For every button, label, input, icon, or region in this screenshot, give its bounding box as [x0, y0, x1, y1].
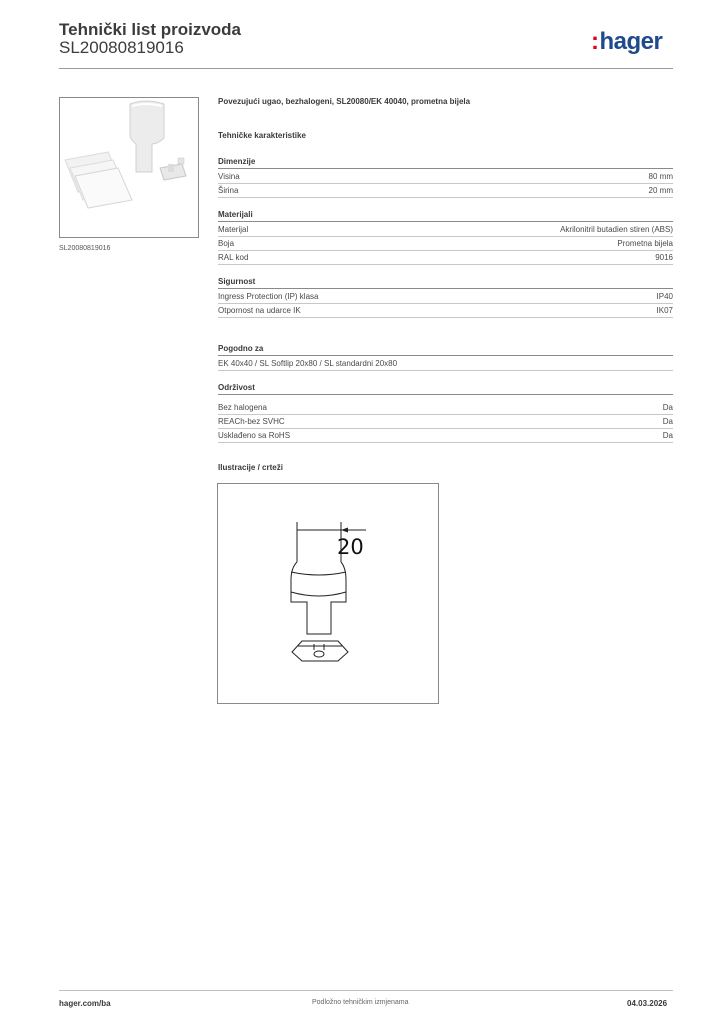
spec-value: Prometna bijela	[617, 239, 673, 248]
spec-row	[218, 357, 673, 371]
spec-row	[218, 290, 673, 304]
spec-key: Visina	[218, 172, 240, 181]
illustrations-heading: Ilustracije / crteži	[218, 463, 283, 472]
footer-website-link[interactable]: hager.com/ba	[59, 999, 111, 1008]
spec-row	[218, 237, 673, 251]
spec-key: EK 40x40 / SL Softlip 20x80 / SL standardni 20x80	[218, 359, 398, 368]
product-code: SL20080819016	[59, 38, 184, 57]
spec-key: Usklađeno sa RoHS	[218, 431, 291, 440]
spec-key: Materijal	[218, 225, 249, 234]
spec-value: 80 mm	[648, 172, 673, 181]
spec-value: 9016	[655, 253, 673, 262]
spec-value: 20 mm	[648, 186, 673, 195]
logo-dot: :	[591, 28, 599, 55]
product-photo	[60, 98, 198, 237]
spec-row	[218, 170, 673, 184]
image-caption: SL20080819016	[59, 245, 111, 252]
group-title-safety: Sigurnost	[218, 277, 673, 289]
spec-value: Da	[662, 417, 673, 426]
spec-row	[218, 223, 673, 237]
spec-key: Ingress Protection (IP) klasa	[218, 292, 319, 301]
spec-value: Akrilonitril butadien stiren (ABS)	[560, 225, 673, 234]
drawing-svg	[218, 484, 438, 703]
header-divider	[59, 68, 673, 69]
spec-value: Da	[662, 403, 673, 412]
spec-row	[218, 304, 673, 318]
spec-key: Boja	[218, 239, 235, 248]
product-image	[59, 97, 199, 238]
hager-logo[interactable]	[591, 28, 662, 56]
spec-row	[218, 184, 673, 198]
spec-key: Bez halogena	[218, 403, 267, 412]
group-title-dimensions: Dimenzije	[218, 157, 673, 169]
spec-row	[218, 251, 673, 265]
spec-row	[218, 415, 673, 429]
spec-value: Da	[662, 431, 673, 440]
spec-value: IK07	[656, 306, 673, 315]
spec-key: Otpornost na udarce IK	[218, 306, 301, 315]
group-title-suitable-for: Pogodno za	[218, 344, 673, 356]
footer-note: Podložno tehničkim izmjenama	[312, 999, 409, 1006]
page-title: Tehnički list proizvoda	[59, 20, 241, 39]
group-title-materials: Materijali	[218, 210, 673, 222]
specs-heading: Tehničke karakteristike	[218, 131, 306, 140]
technical-drawing	[217, 483, 439, 704]
spec-key: RAL kod	[218, 253, 249, 262]
product-title: Povezujući ugao, bezhalogeni, SL20080/EK 40040, prometna bijela	[218, 97, 471, 106]
spec-row	[218, 429, 673, 443]
spec-value: IP40	[656, 292, 673, 301]
group-title-sustainability: Održivost	[218, 383, 673, 395]
spec-key: REACh-bez SVHC	[218, 417, 285, 426]
spec-row	[218, 401, 673, 415]
dimension-label: 20	[337, 535, 364, 559]
spec-key: Širina	[218, 186, 239, 195]
footer-date: 04.03.2026	[627, 999, 668, 1008]
footer-divider	[59, 990, 673, 991]
logo-text: hager	[599, 28, 663, 55]
